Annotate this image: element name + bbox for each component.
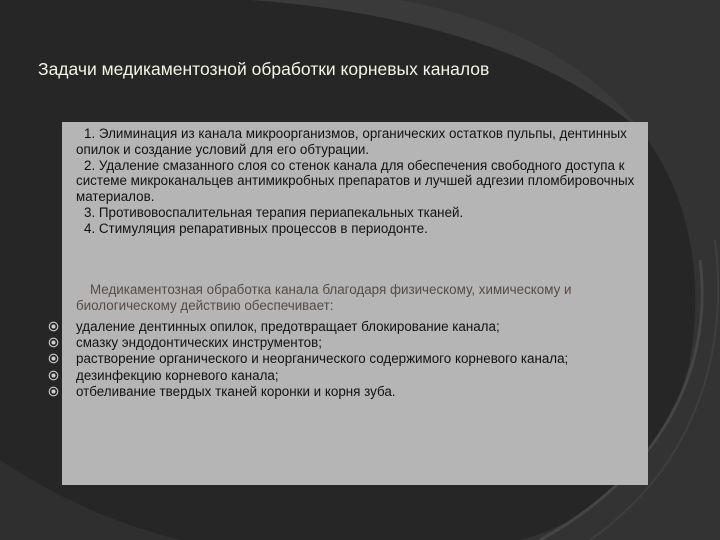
circle-bullet-icon xyxy=(48,370,59,381)
bullet-text: дезинфекцию корневого канала; xyxy=(76,367,279,383)
effects-bullet-list xyxy=(48,319,638,400)
bullet-text: удаление дентинных опилок, предотвращает блокирование канала; xyxy=(76,319,500,334)
circle-bullet-icon xyxy=(48,353,59,364)
circle-bullet-icon xyxy=(48,337,59,348)
task-item-4: 4. Стимуляция репаративных процессов в периодонте. xyxy=(84,220,428,236)
bullet-item-5 xyxy=(48,384,638,400)
bullet-item-3 xyxy=(48,351,638,367)
bullet-item-1 xyxy=(48,319,638,335)
bullet-text: смазку эндодонтических инструментов; xyxy=(76,335,322,351)
treatment-intro-text: Медикаментозная обработка канала благодаря физическому, химическому и биологическому действию обеспечивает: xyxy=(76,282,572,313)
task-item-2: 2. Удаление смазанного слоя со стенок канала для обеспечения свободного доступа к системе микроканальцев антимикробных препаратов и лучшей адгезии пломбировочных материалов. xyxy=(76,157,635,205)
bullet-item-2 xyxy=(48,335,638,351)
bullet-item-4 xyxy=(48,368,638,384)
bullet-text: отбеливание твердых тканей коронки и корня зуба. xyxy=(76,383,396,399)
task-item-3: 3. Противовоспалительная терапия периапекальных тканей. xyxy=(84,204,464,220)
bullet-text: растворение органического и неорганического содержимого корневого канала; xyxy=(76,351,569,367)
tasks-list xyxy=(76,126,636,237)
slide-title: Задачи медикаментозной обработки корневых каналов xyxy=(38,59,490,79)
circle-bullet-icon xyxy=(48,321,59,332)
task-item-1: 1. Элиминация из канала микроорганизмов, органических остатков пульпы, дентинных опилок и создание условий для его обтурации. xyxy=(76,126,627,157)
circle-bullet-icon xyxy=(48,386,59,397)
